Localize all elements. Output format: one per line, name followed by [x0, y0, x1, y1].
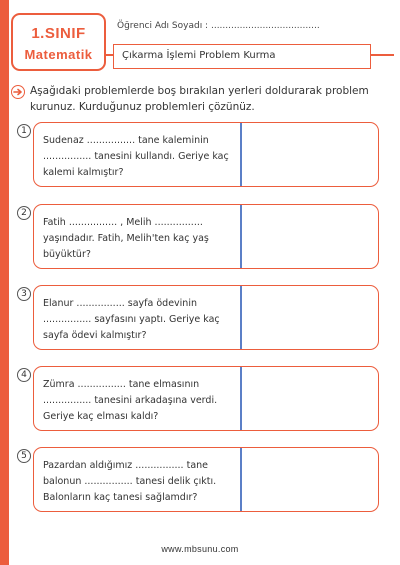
answer-divider [240, 205, 242, 268]
question-number-2: 2 [17, 206, 31, 220]
question-text-3: Elanur ................ sayfa ödevinin ................ sayfasını yaptı. Geriye kaç sayfa ödevi kalmıştır? [43, 298, 220, 341]
question-number-5: 5 [17, 449, 31, 463]
question-text-2: Fatih ................ , Melih ................ yaşındadır. Fatih, Melih'ten kaç yaş büyüktür? [43, 217, 209, 260]
answer-divider [240, 123, 242, 186]
question-text-4: Zümra ................ tane elmasının ................ tanesini arkadaşına verdi. Geriye kaç elması kaldı? [43, 379, 218, 422]
left-accent-bar [0, 0, 9, 565]
student-name-line [117, 21, 320, 31]
question-text-1: Sudenaz ................ tane kaleminin ................ tanesini kullandı. Geriye kaç kalemi kalmıştır? [43, 135, 229, 178]
footer-url: www.mbsunu.com [161, 544, 239, 554]
answer-divider [240, 286, 242, 349]
arrow-right-icon [11, 85, 25, 99]
question-text-5: Pazardan aldığımız ................ tane balonun ................ tanesi delik çıktı. Balonların kaç tanesi sağlamdır? [43, 460, 217, 503]
instructions-text: Aşağıdaki problemlerde boş bırakılan yerleri doldurarak problem kurunuz. Kurduğunuz problemleri çözünüz. [30, 85, 369, 113]
answer-divider [240, 367, 242, 430]
question-box-2 [33, 204, 379, 269]
student-name-blank: ...................................... [210, 21, 320, 31]
question-box-5 [33, 447, 379, 512]
question-number-1: 1 [17, 124, 31, 138]
answer-divider [240, 448, 242, 511]
grade-label: 1.SINIF [31, 25, 86, 42]
question-number-4: 4 [17, 368, 31, 382]
grade-badge [11, 13, 106, 71]
question-box-4 [33, 366, 379, 431]
question-box-3 [33, 285, 379, 350]
question-number-3: 3 [17, 287, 31, 301]
worksheet-title: Çıkarma İşlemi Problem Kurma [122, 50, 276, 61]
title-box [113, 44, 371, 69]
student-name-label: Öğrenci Adı Soyadı : [117, 21, 209, 31]
question-box-1 [33, 122, 379, 187]
subject-label: Matematik [24, 47, 93, 62]
